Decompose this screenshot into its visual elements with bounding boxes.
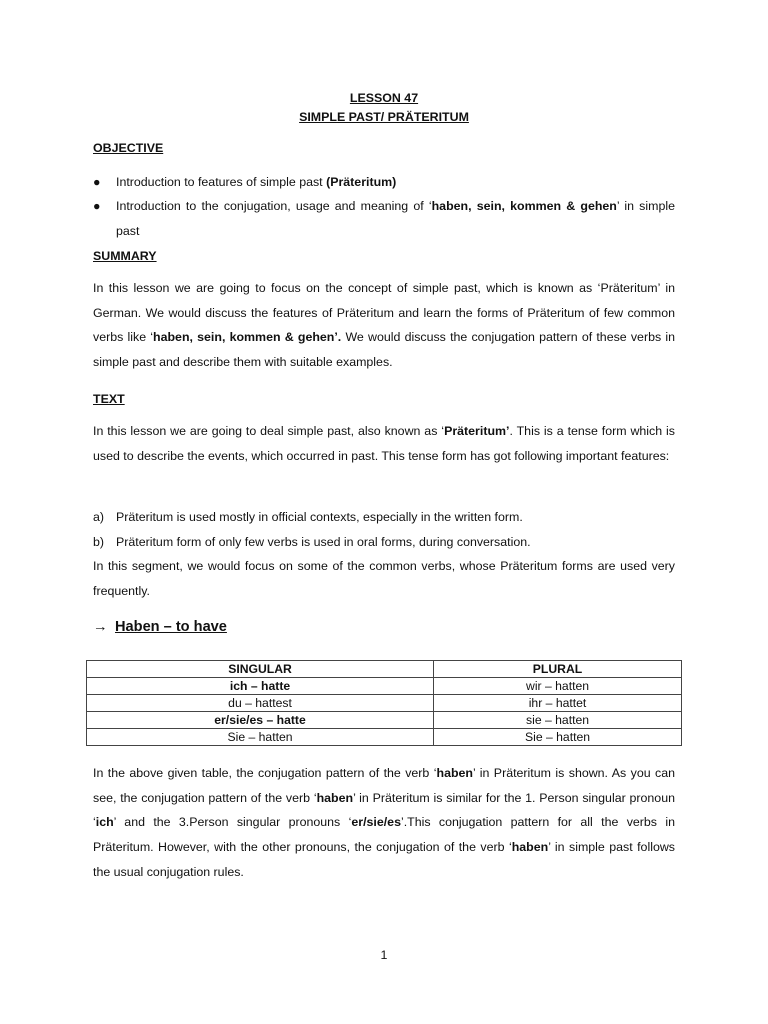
paragraph-segment: ’ in simple past follows the usual conjugation rules. <box>93 840 675 879</box>
bullet-icon: ● <box>93 199 101 213</box>
plural-cell: wir – hatten <box>434 678 682 695</box>
document-page: LESSON 47 SIMPLE PAST/ PRÄTERITUM OBJECTIVE ● Introduction to features of simple past (Präteritum) ● Introduction to the conjugation, usage and meaning of ‘haben, sein, kommen & gehen’ in simple past SUMMARY In this lesson we are going to focus on the concept of simple past, which is known as ‘Präteritum’ in German. We would discuss the features of Präteritum and learn the forms of Präteritum of few common verbs like ‘haben, sein, kommen & gehen’. We would discuss the conjugation pattern of these verbs in simple past and describe them with suitable examples. TEXT In this lesson we are going to deal simple past, also known as ‘Präteritum’. This is a tense form which is used to describe the events, which occurred in past. This tense form has got following important features: a) Präteritum is used mostly in official contexts, especially in the written form. b) Präteritum form of only few verbs is used in oral forms, during conversation. In this segment, we would focus on some of the common verbs, whose Präteritum forms are used very frequently. → Haben – to have SINGULAR PLURAL ich – hatte wir – hatten du – hattest ihr – hattet er/sie/es – hatte sie – hatten Sie – hatten Sie – hatten In the above given table, the conjugation pattern of the verb ‘haben’ in Präteritum is shown. As you can see, the conjugation pattern of the verb ‘haben’ in Präteritum is similar for the 1. Person singular pronoun ‘ich’ and the 3.Person singular pronouns ‘er/sie/es’.This conjugation pattern for all the verbs in Präteritum. However, with the other pronouns, the conjugation of the verb ‘haben’ in simple past follows the usual conjugation rules. 1 <box>0 0 768 1024</box>
plural-cell: sie – hatten <box>434 712 682 729</box>
text-paragraph-2: In this segment, we would focus on some of the common verbs, whose Präteritum forms are used very frequently. <box>93 559 675 598</box>
haben-subheading <box>93 619 227 635</box>
paragraph-segment: er/sie/es <box>351 815 401 830</box>
paragraph-segment: ’ in Präteritum is similar for the 1. Person singular pronoun ‘ <box>93 790 675 830</box>
haben-title: Haben – to have <box>115 619 227 635</box>
lesson-number: LESSON 47 <box>349 91 419 105</box>
paragraph-segment: haben <box>511 840 549 855</box>
haben-conjugation-table <box>86 660 682 746</box>
arrow-right-icon: → <box>93 619 108 635</box>
summary-paragraph: In this lesson we are going to focus on the concept of simple past, which is known as ‘Präteritum’ in German. We would discuss the features of Präteritum and learn the forms of Präteritum of few common verbs like ‘haben, sein, kommen & gehen’. We would discuss the conjugation pattern of these verbs in simple past and describe them with suitable examples. <box>93 281 675 370</box>
paragraph-segment: ich <box>95 815 114 830</box>
objective-heading: OBJECTIVE <box>93 141 164 155</box>
table-header-row <box>87 661 682 678</box>
paragraph-segment: ’ in Präteritum is shown. As you can see, the conjugation pattern of the verb ‘ <box>93 766 676 805</box>
lesson-title <box>93 89 675 127</box>
paragraph-segment: haben <box>316 790 354 805</box>
summary-heading: SUMMARY <box>93 249 157 263</box>
haben-explanation-paragraph <box>93 761 675 885</box>
singular-cell: du – hattest <box>87 695 434 712</box>
text-heading: TEXT <box>93 392 125 406</box>
lesson-topic: SIMPLE PAST/ PRÄTERITUM <box>299 110 469 124</box>
table-body <box>87 678 682 746</box>
table-row <box>87 695 682 712</box>
paragraph-segment: ’.This conjugation pattern for all the verbs in Präteritum. However, with the other pronouns, the conjugation of the verb ‘ <box>93 815 675 855</box>
singular-cell: ich – hatte <box>87 678 434 695</box>
singular-cell: Sie – hatten <box>87 729 434 746</box>
table-row <box>87 729 682 746</box>
table-row <box>87 712 682 729</box>
page-number: 1 <box>380 948 388 962</box>
singular-cell: er/sie/es – hatte <box>87 712 434 729</box>
plural-cell: Sie – hatten <box>434 729 682 746</box>
text-paragraph-1: In this lesson we are going to deal simple past, also known as ‘Präteritum’. This is a tense form which is used to describe the events, which occurred in past. This tense form has got following important features: <box>93 424 675 463</box>
plural-cell: ihr – hattet <box>434 695 682 712</box>
paragraph-segment: In the above given table, the conjugation pattern of the verb ‘ <box>93 766 437 780</box>
table-row <box>87 678 682 695</box>
objective-bullet-2: ● Introduction to the conjugation, usage and meaning of ‘haben, sein, kommen & gehen’ in simple past <box>93 194 675 244</box>
column-header-plural: PLURAL <box>434 661 682 678</box>
paragraph-segment: haben <box>436 766 474 780</box>
paragraph-segment: ’ and the 3.Person singular pronouns ‘ <box>113 815 352 830</box>
column-header-singular: SINGULAR <box>87 661 434 678</box>
bullet-icon: ● <box>93 175 101 189</box>
